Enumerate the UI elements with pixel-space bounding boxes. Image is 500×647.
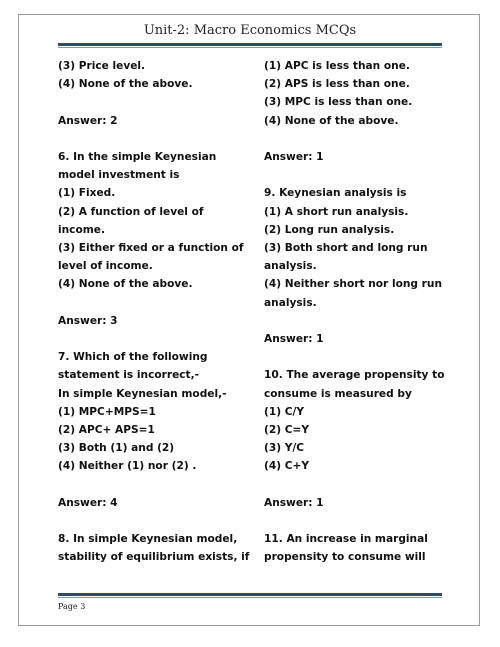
right-column [264,57,446,567]
right-column-text-line: analysis. [264,260,317,273]
right-column-text-line: 9. Keynesian analysis is [264,187,407,200]
right-column-text-line: (4) None of the above. [264,114,399,127]
right-column-text-line: propensity to consume will [264,551,426,564]
right-column-text-line: (3) Both short and long run [264,242,428,254]
right-column-spacer [264,348,446,366]
left-column-text-line: level of income. [58,260,153,273]
left-column-text-line: (4) None of the above. [58,278,193,291]
page-number: Page 3 [58,602,86,611]
right-column-text-line: (4) C+Y [264,460,310,473]
left-column-spacer [58,294,243,312]
right-column-text-line: Answer: 1 [264,496,324,509]
right-column-text-line: consume is measured by [264,387,412,400]
right-column-text-line: analysis. [264,296,317,309]
left-column-text-line: (3) Price level. [58,60,146,72]
right-column-text-line: (2) C=Y [264,424,310,436]
right-column-text-line: (3) MPC is less than one. [264,96,413,109]
right-column-spacer [264,166,446,184]
right-column-text-line: (2) Long run analysis. [264,223,395,236]
left-column-spacer [58,130,243,148]
right-column-text-line: (2) APS is less than one. [264,78,410,91]
left-column-spacer [58,93,243,111]
left-column-spacer [58,512,243,530]
right-column-text-line: 10. The average propensity to [264,369,445,382]
right-column-text-line: Answer: 1 [264,333,324,345]
right-column-text-line: (1) APC is less than one. [264,60,410,72]
left-column-text-line: 6. In the simple Keynesian [58,150,217,163]
right-column-spacer [264,512,446,530]
left-column-text-line: (3) Both (1) and (2) [58,442,175,455]
left-column-text-line: In simple Keynesian model,- [58,387,227,400]
left-column-text-line: (2) A function of level of [58,205,204,218]
right-column-text-line: 11. An increase in marginal [264,533,428,546]
left-column-text-line: stability of equilibrium exists, if [58,551,250,564]
left-column [58,57,250,567]
left-column-text-line: income. [58,223,105,236]
left-column-text-line: Answer: 4 [58,496,118,509]
right-column-spacer [264,312,446,330]
header-rule [58,43,442,46]
footer-rule-thin [58,597,442,598]
right-column-spacer [264,130,446,148]
page-header-title: Unit-2: Macro Economics MCQs [143,23,357,38]
left-column-text-line: 8. In simple Keynesian model, [58,533,238,546]
left-column-text-line: statement is incorrect,- [58,369,200,382]
left-column-text-line: (4) Neither (1) nor (2) . [58,460,197,473]
left-column-text-line: (3) Either fixed or a function of [58,242,244,254]
left-column-text-line: Answer: 2 [58,114,118,127]
left-column-spacer [58,476,243,494]
left-column-text-line: (1) MPC+MPS=1 [58,405,156,418]
footer-rule [58,593,442,596]
left-column-text-line: model investment is [58,169,180,182]
right-column-text-line: (3) Y/C [264,442,305,455]
left-column-text-line: (4) None of the above. [58,78,193,91]
left-column-text-line: (1) Fixed. [58,187,116,200]
right-column-text-line: (1) C/Y [264,405,305,418]
header-rule-thin [58,47,442,48]
right-column-spacer [264,476,446,494]
left-column-spacer [58,330,243,348]
right-column-text-line: (4) Neither short nor long run [264,278,442,291]
right-column-text-line: Answer: 1 [264,151,324,163]
left-column-text-line: 7. Which of the following [58,351,208,364]
left-column-text-line: Answer: 3 [58,314,118,327]
left-column-text-line: (2) APC+ APS=1 [58,424,155,436]
right-column-text-line: (1) A short run analysis. [264,205,409,218]
